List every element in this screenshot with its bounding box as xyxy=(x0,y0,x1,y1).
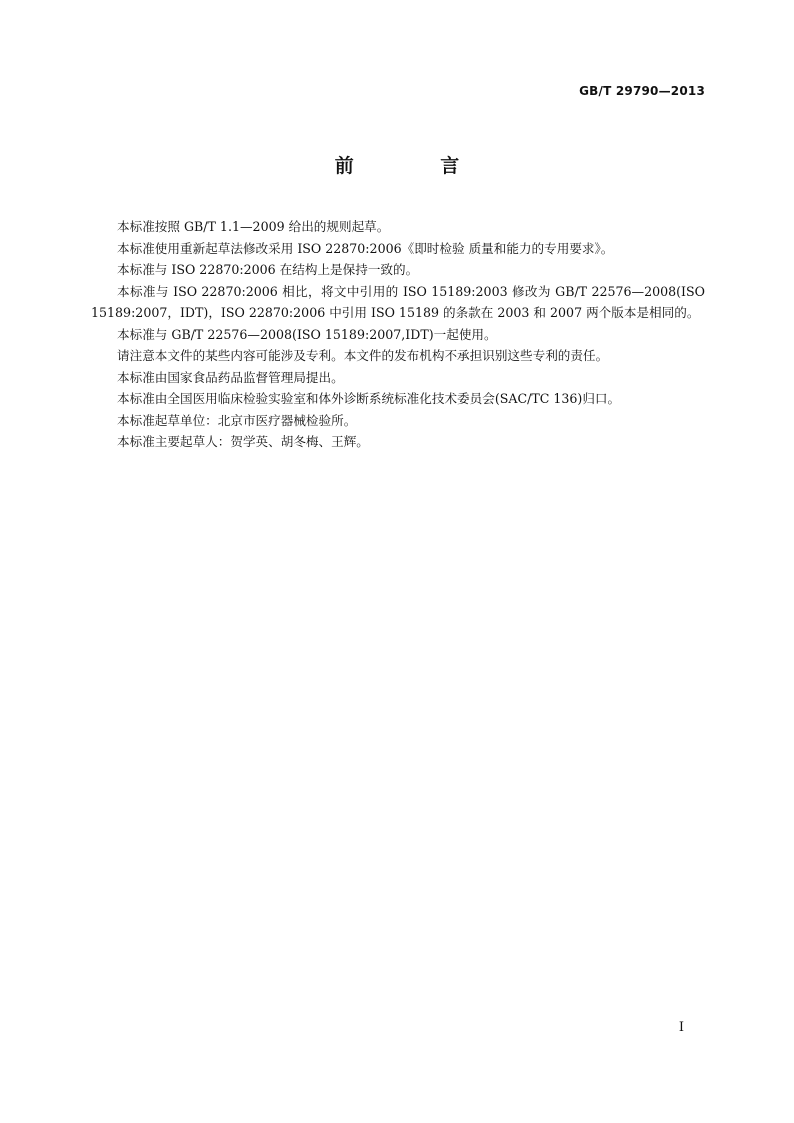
foreword-body xyxy=(91,216,705,453)
paragraph-patent-notice: 请注意本文件的某些内容可能涉及专利。本文件的发布机构不承担识别这些专利的责任。 xyxy=(117,348,609,363)
page-title: 前 言 xyxy=(334,155,500,177)
paragraph-differences: 本标准与 ISO 22870:2006 相比，将文中引用的 ISO 15189:2003 修改为 GB/T 22576—2008(ISO 15189:2007，IDT)，ISO 22870:2006 中引用 ISO 15189 的条款在 2003 和 2007 两个版本是相同的。 xyxy=(91,283,705,320)
paragraph-drafting-rules: 本标准按照 GB/T 1.1—2009 给出的规则起草。 xyxy=(117,219,390,234)
paragraph-centralized-by: 本标准由全国医用临床检验实验室和体外诊断系统标准化技术委员会(SAC/TC 136)归口。 xyxy=(117,391,621,406)
paragraph-adoption-method: 本标准使用重新起草法修改采用 ISO 22870:2006《即时检验 质量和能力的专用要求》。 xyxy=(117,240,614,256)
paragraph-companion-standard: 本标准与 GB/T 22576—2008(ISO 15189:2007,IDT)一起使用。 xyxy=(117,326,497,342)
paragraph-structure: 本标准与 ISO 22870:2006 在结构上是保持一致的。 xyxy=(117,262,419,277)
page-number: I xyxy=(678,1020,684,1035)
paragraph-drafting-organization: 本标准起草单位：北京市医疗器械检验所。 xyxy=(117,412,357,428)
paragraph-proposed-by: 本标准由国家食品药品监督管理局提出。 xyxy=(117,369,344,385)
standard-number: GB/T 29790—2013 xyxy=(579,84,705,98)
paragraph-drafters: 本标准主要起草人：贺学英、胡冬梅、王辉。 xyxy=(117,434,369,449)
